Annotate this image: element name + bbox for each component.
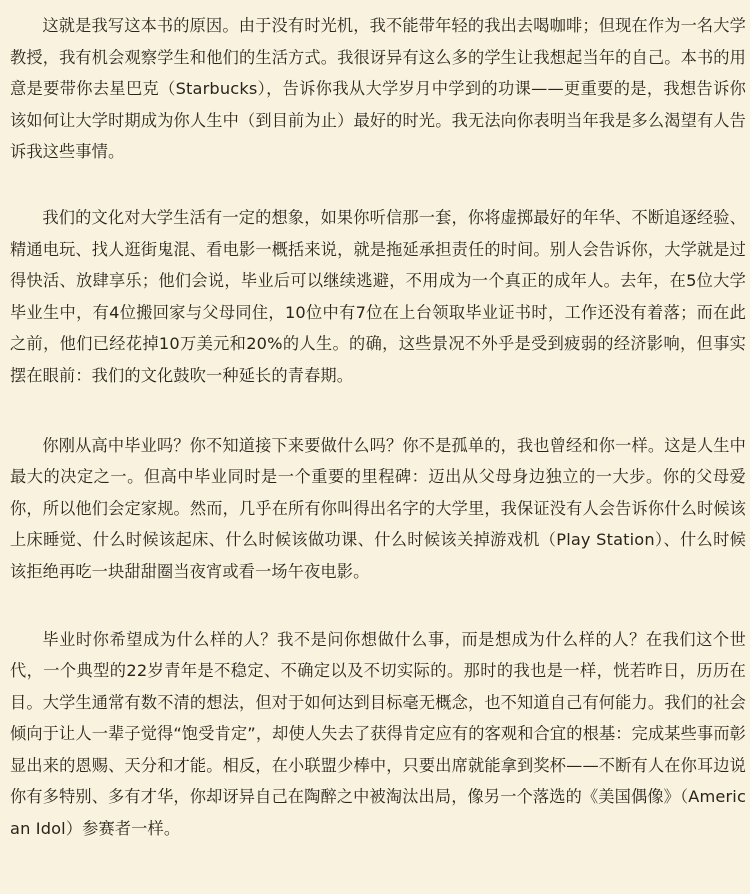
paragraph-1: 这就是我写这本书的原因。由于没有时光机，我不能带年轻的我出去喝咖啡；但现在作为一名大学教授，我有机会观察学生和他们的生活方式。我很讶异有这么多的学生让我想起当年的自己。本书的用意是要带你去星巴克（Starbucks），告诉你我从大学岁月中学到的功课——更重要的是，我想告诉你该如何让大学时期成为你人生中（到目前为止）最好的时光。我无法向你表明当年我是多么渴望有人告诉我这些事情。 [10, 16, 746, 162]
paragraph-3: 你刚从高中毕业吗？你不知道接下来要做什么吗？你不是孤单的，我也曾经和你一样。这是人生中最大的决定之一。但高中毕业同时是一个重要的里程碑：迈出从父母身边独立的一大步。你的父母爱你，所以他们会定家规。然而，几乎在所有你叫得出名字的大学里，我保证没有人会告诉你什么时候该上床睡觉、什么时候该起床、什么时候该做功课、什么时候该关掉游戏机（Play Station）、什么时候该拒绝再吃一块甜甜圈当夜宵或看一场午夜电影。 [10, 435, 746, 581]
paragraph-4: 毕业时你希望成为什么样的人？我不是问你想做什么事，而是想成为什么样的人？在我们这个世代，一个典型的22岁青年是不稳定、不确定以及不切实际的。那时的我也是一样，恍若昨日，历历在目。大学生通常有数不清的想法，但对于如何达到目标毫无概念，也不知道自己有何能力。我们的社会倾向于让人一辈子觉得“饱受肯定”，却使人失去了获得肯定应有的客观和合宜的根基：完成某些事而彰显出来的恩赐、天分和才能。相反，在小联盟少棒中，只要出席就能拿到奖杯——不断有人在你耳边说你有多特别、多有才华，你却讶异自己在陶醉之中被淘汰出局，像另一个落选的《美国偶像》（American Idol）参赛者一样。 [10, 629, 746, 839]
paragraph-2: 我们的文化对大学生活有一定的想象，如果你听信那一套，你将虚掷最好的年华、不断追逐经验、精通电玩、找人逛街鬼混、看电影一概括来说，就是拖延承担责任的时间。别人会告诉你，大学就是过得快活、放肆享乐；他们会说，毕业后可以继续逃避，不用成为一个真正的成年人。去年，在5位大学毕业生中，有4位搬回家与父母同住，10位中有7位在上台领取毕业证书时，工作还没有着落；而在此之前，他们已经花掉10万美元和20%的人生。的确，这些景况不外乎是受到疲弱的经济影响，但事实摆在眼前：我们的文化鼓吹一种延长的青春期。 [10, 207, 746, 385]
